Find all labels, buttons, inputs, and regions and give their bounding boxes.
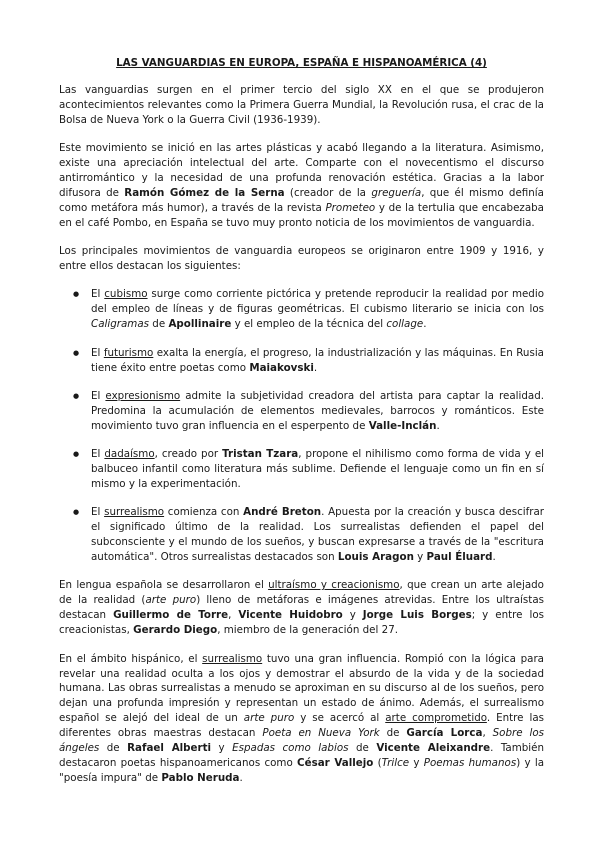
bold-term: Guillermo de Torre bbox=[113, 609, 229, 622]
text-run: . También destacaron poetas hispanoamericanos como bbox=[59, 742, 545, 769]
list-item-cubismo bbox=[59, 287, 544, 332]
underlined-term: surrealismo bbox=[202, 652, 263, 665]
text-run: , miembro de la generación del 27. bbox=[217, 624, 399, 637]
italic-title: arte puro bbox=[243, 712, 295, 725]
text-run: de bbox=[348, 742, 377, 755]
text-run: , bbox=[482, 727, 493, 740]
movements-list bbox=[59, 287, 544, 565]
text-run: El bbox=[91, 448, 105, 461]
text-run: tuvo una gran influencia. Rompió con la lógica para revelar una realidad oculta a los ojos y demostrar el absurdo de la vida y de la sociedad humana. Las obras surrealistas a menudo se aproximan en su discurso al de los sueños, pero dejan una profunda impresión y representan un estado de ánimo. Además, el surrealismo español se alejó del ideal de un bbox=[59, 652, 544, 725]
text-run: . bbox=[436, 419, 440, 432]
list-item-expresionismo bbox=[59, 389, 544, 434]
text-run: comienza con bbox=[164, 506, 244, 519]
text-run: surge como corriente pictórica y pretende reproducir la realidad por medio del empleo de líneas y de figuras geométricas. El cubismo literario se inicia con los bbox=[91, 288, 545, 316]
italic-title: Prometeo bbox=[325, 201, 376, 214]
text-run: . bbox=[423, 318, 427, 331]
text-run: y se acercó al bbox=[294, 712, 386, 725]
text-run: (creador de la bbox=[284, 186, 372, 199]
text-run: Las vanguardias surgen en el primer tercio del siglo XX en el que se produjeron acontecimientos relevantes como la Primera Guerra Mundial, la Revolución rusa, el crac de la Bolsa de Nueva York o la Guerra Civil (1936-1939). bbox=[59, 83, 544, 126]
bold-term: Louis Aragon bbox=[337, 551, 414, 564]
text-run: . bbox=[239, 771, 243, 784]
bold-term: Maiakovski bbox=[249, 361, 314, 374]
text-run: exalta la energía, el progreso, la industrialización y las máquinas. En Rusia tiene éxito entre poetas como bbox=[91, 346, 544, 374]
text-run: y el empleo de la técnica del bbox=[231, 318, 387, 331]
text-run: ; y entre los creacionistas, bbox=[59, 609, 544, 637]
italic-title: Poeta en Nueva York bbox=[262, 727, 380, 740]
paragraph-intro bbox=[59, 83, 544, 128]
underlined-term: cubismo bbox=[104, 288, 148, 301]
underlined-term: arte comprometido bbox=[385, 712, 487, 725]
italic-title: Caligramas bbox=[91, 318, 150, 331]
bold-term: Vicente Aleixandre bbox=[376, 742, 491, 755]
italic-title: Sobre los ángeles bbox=[59, 727, 544, 755]
bold-term: Valle-Inclán bbox=[368, 419, 437, 432]
text-run: El bbox=[91, 288, 105, 301]
text-run: . Entre las diferentes obras maestras destacan bbox=[59, 712, 544, 740]
bold-term: Paul Éluard bbox=[426, 551, 493, 564]
paragraph-movements-intro bbox=[59, 244, 544, 274]
paragraph-surrealismo-hispanico bbox=[59, 652, 544, 786]
italic-title: arte puro bbox=[145, 594, 197, 607]
text-run: , creado por bbox=[154, 448, 223, 461]
text-run: . bbox=[492, 551, 496, 564]
text-run: ( bbox=[373, 756, 382, 769]
italic-title: collage bbox=[386, 318, 424, 331]
bold-term: Rafael Alberti bbox=[127, 742, 212, 755]
text-run: ) lleno de metáforas e imágenes atrevidas. Entre los ultraístas destacan bbox=[59, 594, 544, 622]
text-run: El bbox=[91, 389, 106, 402]
text-run: , propone el nihilismo como forma de vida y el balbuceo infantil como literatura más sublime. Defiende el lenguaje como un fin en sí mismo y la experimentación. bbox=[91, 448, 545, 490]
list-item-surrealismo bbox=[59, 505, 544, 565]
italic-title: Trilce bbox=[381, 756, 410, 769]
text-run: , que crean un arte alejado de la realidad ( bbox=[59, 579, 544, 607]
bold-term: Gerardo Diego bbox=[133, 624, 218, 637]
underlined-term: dadaísmo bbox=[104, 448, 155, 461]
text-run: El bbox=[91, 506, 105, 519]
text-run: El bbox=[91, 346, 104, 359]
text-run: Los principales movimientos de vanguardia europeos se originaron entre 1909 y 1916, y entre ellos destacan los siguientes: bbox=[59, 245, 544, 272]
bold-term: Pablo Neruda bbox=[161, 771, 240, 784]
list-item-dadaismo bbox=[59, 447, 544, 492]
italic-title: Poemas humanos bbox=[423, 756, 517, 769]
text-run: y bbox=[211, 742, 233, 755]
text-run: . Apuesta por la creación y busca descifrar el significado último de la realidad. Los surrealistas defienden el papel del subconsciente y el mundo de los sueños, y buscan expresarse a través de la "escritura automática". Otros surrealistas destacados son bbox=[91, 506, 544, 564]
text-run: , bbox=[228, 609, 239, 622]
paragraph-origin bbox=[59, 141, 544, 230]
bold-term: Ramón Gómez de la Serna bbox=[124, 186, 285, 199]
paragraph-ultraismo bbox=[59, 578, 544, 638]
text-run: de bbox=[99, 742, 128, 755]
bold-term: Vicente Huidobro bbox=[238, 609, 343, 622]
text-run: y bbox=[409, 756, 424, 769]
text-run: de bbox=[379, 727, 407, 740]
text-run: , que él mismo definía como metáfora más humor), a través de la revista bbox=[59, 186, 544, 214]
text-run: ) y la "poesía impura" de bbox=[59, 756, 545, 784]
document-page bbox=[59, 56, 544, 799]
italic-title: greguería bbox=[371, 186, 422, 199]
underlined-term: expresionismo bbox=[105, 389, 181, 402]
underlined-term: surrealismo bbox=[104, 506, 165, 519]
text-run: y de la tertulia que encabezaba en el café Pombo, en España se tuvo muy pronto noticia de los movimientos de vanguardia. bbox=[59, 201, 544, 229]
document-title: LAS VANGUARDIAS EN EUROPA, ESPAÑA E HISPANOAMÉRICA (4) bbox=[116, 57, 487, 69]
list-item-futurismo bbox=[59, 346, 544, 376]
text-run: admite la subjetividad creadora del artista para captar la realidad. Predomina la acumulación de elementos medievales, barrocos y románticos. Este movimiento tuvo gran influencia en el esperpento de bbox=[91, 389, 545, 432]
bold-term: César Vallejo bbox=[297, 756, 374, 769]
text-run: En lengua española se desarrollaron el bbox=[59, 579, 269, 592]
text-run: . bbox=[313, 361, 318, 374]
bold-term: Apollinaire bbox=[168, 318, 232, 331]
text-run: y bbox=[342, 609, 363, 622]
bold-term: André Breton bbox=[243, 506, 322, 519]
underlined-term: ultraísmo y creacionismo bbox=[268, 579, 400, 592]
underlined-term: futurismo bbox=[103, 346, 154, 359]
bold-term: Jorge Luis Borges bbox=[362, 609, 472, 622]
text-run: y bbox=[413, 551, 427, 564]
text-run: En el ámbito hispánico, el bbox=[59, 652, 203, 665]
bold-term: García Lorca bbox=[406, 727, 483, 740]
italic-title: Espadas como labios bbox=[232, 742, 349, 755]
text-run: de bbox=[149, 318, 169, 331]
text-run: Este movimiento se inició en las artes plásticas y acabó llegando a la literatura. Asimismo, existe una apreciación intelectual del arte. Comparte con el novecentismo el discurso antirromántico y la necesidad de una profunda renovación estética. Gracias a la labor difusora de bbox=[59, 142, 544, 199]
bold-term: Tristan Tzara bbox=[222, 448, 299, 461]
